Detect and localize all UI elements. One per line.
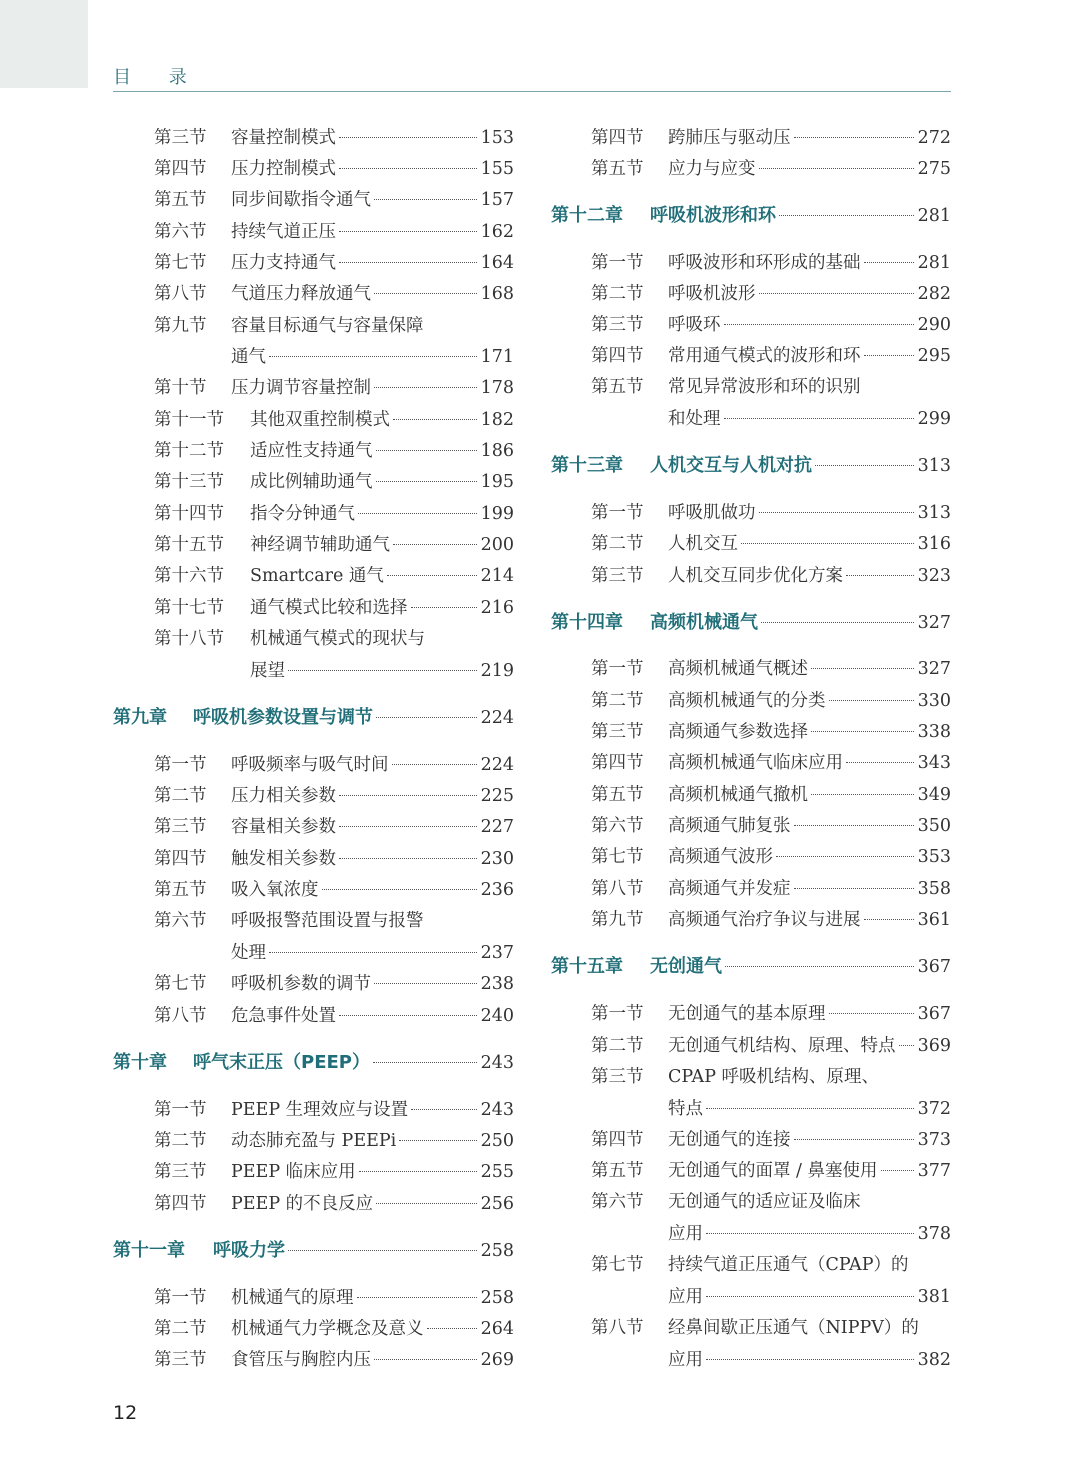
entry-title: 机械通气模式的现状与 xyxy=(250,629,425,649)
entry-page-number: 186 xyxy=(480,441,514,461)
dot-leader xyxy=(759,168,914,169)
toc-section-row[interactable] xyxy=(591,501,951,525)
entry-title: 高频通气肺复张 xyxy=(668,816,791,836)
toc-section-row[interactable] xyxy=(591,282,951,306)
entry-title: 呼气末正压（PEEP） xyxy=(193,1052,370,1073)
section-label: 第十六节 xyxy=(154,566,224,586)
entry-title: 指令分钟通气 xyxy=(250,504,355,524)
toc-section-row[interactable] xyxy=(668,1222,951,1246)
entry-title: 持续气道正压通气（CPAP）的 xyxy=(668,1255,909,1275)
entry-page-number: 350 xyxy=(917,816,951,836)
toc-section-row[interactable] xyxy=(591,689,951,713)
toc-section-row[interactable] xyxy=(591,532,951,556)
entry-title: 容量目标通气与容量保障 xyxy=(231,316,424,336)
entry-title: 呼吸机参数设置与调节 xyxy=(193,707,373,728)
section-label: 第三节 xyxy=(154,817,207,837)
toc-section-row[interactable] xyxy=(591,1065,951,1089)
entry-page-number: 343 xyxy=(917,753,951,773)
entry-title: 呼吸力学 xyxy=(213,1240,285,1261)
section-label: 第十七节 xyxy=(154,598,224,618)
entry-title: Smartcare 通气 xyxy=(250,566,384,586)
section-label: 第二节 xyxy=(154,1319,207,1339)
dot-leader xyxy=(794,137,914,138)
entry-title: 应用 xyxy=(668,1224,703,1244)
toc-section-row[interactable] xyxy=(591,657,951,681)
entry-page-number: 330 xyxy=(917,691,951,711)
dot-leader xyxy=(815,465,914,466)
toc-section-row[interactable] xyxy=(591,783,951,807)
section-label: 第五节 xyxy=(154,880,207,900)
entry-title: 应用 xyxy=(668,1350,703,1370)
section-label: 第七节 xyxy=(154,974,207,994)
entry-page-number: 153 xyxy=(480,128,514,148)
entry-page-number: 258 xyxy=(480,1288,514,1308)
dot-leader xyxy=(776,856,914,857)
section-label: 第五节 xyxy=(591,785,644,805)
section-label: 第五节 xyxy=(591,159,644,179)
entry-title: 气道压力释放通气 xyxy=(231,284,371,304)
entry-title: 高频通气参数选择 xyxy=(668,722,808,742)
entry-title: PEEP 的不良反应 xyxy=(231,1194,374,1214)
dot-leader xyxy=(724,324,914,325)
section-label: 第四节 xyxy=(591,1130,644,1150)
entry-title: 同步间歇指令通气 xyxy=(231,190,371,210)
entry-page-number: 255 xyxy=(480,1162,514,1182)
entry-page-number: 243 xyxy=(480,1053,514,1073)
chapter-label: 第十五章 xyxy=(551,956,623,977)
entry-page-number: 238 xyxy=(480,974,514,994)
entry-title: 应力与应变 xyxy=(668,159,756,179)
entry-title: 呼吸频率与吸气时间 xyxy=(231,755,389,775)
entry-title: 压力相关参数 xyxy=(231,786,336,806)
entry-title: 通气 xyxy=(231,347,266,367)
section-label: 第二节 xyxy=(591,534,644,554)
section-label: 第三节 xyxy=(154,1162,207,1182)
toc-section-row[interactable] xyxy=(668,1097,951,1121)
entry-page-number: 295 xyxy=(917,346,951,366)
entry-page-number: 214 xyxy=(480,566,514,586)
entry-title: 压力控制模式 xyxy=(231,159,336,179)
section-label: 第八节 xyxy=(154,1006,207,1026)
entry-page-number: 219 xyxy=(480,661,514,681)
section-label: 第六节 xyxy=(591,816,644,836)
entry-title: 无创通气 xyxy=(650,956,722,977)
entry-page-number: 281 xyxy=(917,206,951,226)
entry-title: 跨肺压与驱动压 xyxy=(668,128,791,148)
toc-section-row[interactable] xyxy=(591,908,951,932)
entry-page-number: 381 xyxy=(917,1287,951,1307)
entry-title: PEEP 生理效应与设置 xyxy=(231,1100,409,1120)
section-label: 第四节 xyxy=(154,159,207,179)
entry-title: 呼吸机波形和环 xyxy=(650,205,776,226)
dot-leader xyxy=(725,966,914,967)
chapter-label: 第十二章 xyxy=(551,205,623,226)
dot-leader xyxy=(761,622,914,623)
section-label: 第八节 xyxy=(154,284,207,304)
entry-page-number: 178 xyxy=(480,378,514,398)
entry-title: 应用 xyxy=(668,1287,703,1307)
toc-section-row[interactable] xyxy=(591,1159,951,1183)
entry-title: 呼吸肌做功 xyxy=(668,503,756,523)
entry-title: 危急事件处置 xyxy=(231,1006,336,1026)
dot-leader xyxy=(794,888,914,889)
dot-leader xyxy=(864,919,914,920)
section-label: 第一节 xyxy=(154,1100,207,1120)
toc-section-row[interactable] xyxy=(591,814,951,838)
entry-page-number: 282 xyxy=(917,284,951,304)
entry-title: 无创通气的面罩 / 鼻塞使用 xyxy=(668,1161,878,1181)
entry-title: 高频机械通气的分类 xyxy=(668,691,826,711)
section-label: 第三节 xyxy=(154,1350,207,1370)
entry-page-number: 281 xyxy=(917,253,951,273)
section-label: 第三节 xyxy=(591,315,644,335)
toc-section-row[interactable] xyxy=(591,375,951,399)
entry-page-number: 327 xyxy=(917,613,951,633)
toc-section-row[interactable] xyxy=(591,313,951,337)
section-label: 第二节 xyxy=(591,1036,644,1056)
dot-leader xyxy=(779,215,914,216)
entry-page-number: 258 xyxy=(480,1241,514,1261)
entry-page-number: 338 xyxy=(917,722,951,742)
toc-section-row[interactable] xyxy=(591,720,951,744)
chapter-label: 第十三章 xyxy=(551,455,623,476)
entry-page-number: 367 xyxy=(917,1004,951,1024)
section-label: 第三节 xyxy=(591,566,644,586)
section-label: 第二节 xyxy=(154,1131,207,1151)
entry-title: 常见异常波形和环的识别 xyxy=(668,377,861,397)
entry-page-number: 195 xyxy=(480,472,514,492)
toc-section-row[interactable] xyxy=(591,1190,951,1214)
section-label: 第九节 xyxy=(154,316,207,336)
toc-section-row[interactable] xyxy=(668,1348,951,1372)
dot-leader xyxy=(846,762,914,763)
entry-page-number: 316 xyxy=(917,534,951,554)
dot-leader xyxy=(846,575,914,576)
entry-page-number: 299 xyxy=(917,409,951,429)
entry-page-number: 290 xyxy=(917,315,951,335)
entry-title: 呼吸机波形 xyxy=(668,284,756,304)
entry-title: 触发相关参数 xyxy=(231,849,336,869)
entry-page-number: 373 xyxy=(917,1130,951,1150)
entry-page-number: 358 xyxy=(917,879,951,899)
entry-title: 高频机械通气 xyxy=(650,612,758,633)
page-header-title: 目 录 xyxy=(113,67,203,88)
entry-page-number: 224 xyxy=(480,708,514,728)
section-label: 第七节 xyxy=(591,1255,644,1275)
entry-title: 机械通气力学概念及意义 xyxy=(231,1319,424,1339)
toc-chapter-row[interactable] xyxy=(551,955,951,979)
entry-title: 神经调节辅助通气 xyxy=(250,535,390,555)
entry-page-number: 367 xyxy=(917,957,951,977)
entry-page-number: 240 xyxy=(480,1006,514,1026)
toc-section-row[interactable] xyxy=(668,407,951,431)
dot-leader xyxy=(794,825,914,826)
section-label: 第九节 xyxy=(591,910,644,930)
section-label: 第四节 xyxy=(591,753,644,773)
entry-page-number: 216 xyxy=(480,598,514,618)
dot-leader xyxy=(706,1359,914,1360)
section-label: 第七节 xyxy=(591,847,644,867)
dot-leader xyxy=(794,1139,914,1140)
entry-title: 高频机械通气概述 xyxy=(668,659,808,679)
dot-leader xyxy=(829,700,914,701)
entry-title: PEEP 临床应用 xyxy=(231,1162,356,1182)
entry-title: 成比例辅助通气 xyxy=(250,472,373,492)
entry-page-number: 264 xyxy=(480,1319,514,1339)
entry-title: 处理 xyxy=(231,943,266,963)
entry-page-number: 372 xyxy=(917,1099,951,1119)
toc-chapter-row[interactable] xyxy=(551,611,951,635)
entry-title: 机械通气的原理 xyxy=(231,1288,354,1308)
section-label: 第十八节 xyxy=(154,629,224,649)
entry-page-number: 353 xyxy=(917,847,951,867)
entry-page-number: 224 xyxy=(480,755,514,775)
entry-page-number: 227 xyxy=(480,817,514,837)
entry-title: 动态肺充盈与 PEEPi xyxy=(231,1131,397,1151)
entry-title: 持续气道正压 xyxy=(231,222,336,242)
toc-section-row[interactable] xyxy=(591,877,951,901)
section-label: 第十三节 xyxy=(154,472,224,492)
toc-section-row[interactable] xyxy=(591,1316,951,1340)
entry-page-number: 162 xyxy=(480,222,514,242)
toc-section-row[interactable] xyxy=(591,251,951,275)
entry-title: 高频机械通气撤机 xyxy=(668,785,808,805)
section-label: 第八节 xyxy=(591,879,644,899)
entry-title: 展望 xyxy=(250,661,285,681)
toc-chapter-row[interactable] xyxy=(551,454,951,478)
entry-page-number: 313 xyxy=(917,503,951,523)
section-label: 第二节 xyxy=(591,691,644,711)
entry-page-number: 272 xyxy=(917,128,951,148)
entry-title: 和处理 xyxy=(668,409,721,429)
entry-title: 呼吸波形和环形成的基础 xyxy=(668,253,861,273)
section-label: 第十节 xyxy=(154,378,207,398)
entry-page-number: 182 xyxy=(480,410,514,430)
entry-title: 特点 xyxy=(668,1099,703,1119)
entry-page-number: 369 xyxy=(917,1036,951,1056)
dot-leader xyxy=(811,668,914,669)
section-label: 第六节 xyxy=(154,222,207,242)
entry-title: 无创通气的适应证及临床 xyxy=(668,1192,861,1212)
entry-title: 人机交互与人机对抗 xyxy=(650,455,812,476)
section-label: 第一节 xyxy=(591,659,644,679)
dot-leader xyxy=(899,1045,914,1046)
section-label: 第三节 xyxy=(591,722,644,742)
section-label: 第五节 xyxy=(154,190,207,210)
entry-page-number: 157 xyxy=(480,190,514,210)
section-label: 第一节 xyxy=(154,1288,207,1308)
dot-leader xyxy=(881,1170,914,1171)
entry-title: 吸入氧浓度 xyxy=(231,880,319,900)
entry-page-number: 361 xyxy=(917,910,951,930)
section-label: 第四节 xyxy=(154,849,207,869)
section-label: 第一节 xyxy=(591,503,644,523)
section-label: 第四节 xyxy=(591,128,644,148)
dot-leader xyxy=(706,1108,914,1109)
toc-section-row[interactable] xyxy=(591,1002,951,1026)
entry-title: 高频通气治疗争议与进展 xyxy=(668,910,861,930)
chapter-label: 第十四章 xyxy=(551,612,623,633)
section-label: 第一节 xyxy=(154,755,207,775)
entry-title: 无创通气的连接 xyxy=(668,1130,791,1150)
toc-section-row[interactable] xyxy=(591,344,951,368)
entry-page-number: 378 xyxy=(917,1224,951,1244)
dot-leader xyxy=(864,355,914,356)
entry-title: 通气模式比较和选择 xyxy=(250,598,408,618)
entry-title: 高频通气波形 xyxy=(668,847,773,867)
section-label: 第二节 xyxy=(154,786,207,806)
section-label: 第八节 xyxy=(591,1318,644,1338)
entry-page-number: 155 xyxy=(480,159,514,179)
section-label: 第五节 xyxy=(591,1161,644,1181)
toc-section-row[interactable] xyxy=(591,1253,951,1277)
entry-title: 高频通气并发症 xyxy=(668,879,791,899)
entry-title: 经鼻间歇正压通气（NIPPV）的 xyxy=(668,1318,919,1338)
section-label: 第六节 xyxy=(154,911,207,931)
entry-title: 常用通气模式的波形和环 xyxy=(668,346,861,366)
toc-section-row[interactable] xyxy=(591,845,951,869)
entry-page-number: 168 xyxy=(480,284,514,304)
entry-title: 呼吸环 xyxy=(668,315,721,335)
entry-title: 压力支持通气 xyxy=(231,253,336,273)
section-label: 第二节 xyxy=(591,284,644,304)
dot-leader xyxy=(724,418,914,419)
dot-leader xyxy=(706,1296,914,1297)
entry-page-number: 250 xyxy=(480,1131,514,1151)
entry-page-number: 275 xyxy=(917,159,951,179)
section-label: 第十一节 xyxy=(154,410,224,430)
section-label: 第六节 xyxy=(591,1192,644,1212)
entry-title: CPAP 呼吸机结构、原理、 xyxy=(668,1067,880,1087)
toc-section-row[interactable] xyxy=(591,1034,951,1058)
dot-leader xyxy=(759,293,914,294)
section-label: 第四节 xyxy=(154,1194,207,1214)
toc-section-row[interactable] xyxy=(591,157,951,181)
section-label: 第十二节 xyxy=(154,441,224,461)
dot-leader xyxy=(864,262,914,263)
chapter-label: 第十章 xyxy=(113,1052,167,1073)
chapter-label: 第十一章 xyxy=(113,1240,185,1261)
chapter-label: 第九章 xyxy=(113,707,167,728)
toc-chapter-row[interactable] xyxy=(551,204,951,228)
toc-section-row[interactable] xyxy=(591,564,951,588)
entry-title: 无创通气机结构、原理、特点 xyxy=(668,1036,896,1056)
entry-page-number: 256 xyxy=(480,1194,514,1214)
entry-title: 呼吸报警范围设置与报警 xyxy=(231,911,424,931)
entry-page-number: 164 xyxy=(480,253,514,273)
toc-section-row[interactable] xyxy=(591,751,951,775)
section-label: 第四节 xyxy=(591,346,644,366)
section-label: 第十四节 xyxy=(154,504,224,524)
entry-title: 压力调节容量控制 xyxy=(231,378,371,398)
entry-title: 其他双重控制模式 xyxy=(250,410,390,430)
dot-leader xyxy=(829,1013,914,1014)
dot-leader xyxy=(706,1233,914,1234)
section-label: 第五节 xyxy=(591,377,644,397)
toc-section-row[interactable] xyxy=(591,1128,951,1152)
section-label: 第一节 xyxy=(591,253,644,273)
entry-title: 人机交互 xyxy=(668,534,738,554)
entry-page-number: 327 xyxy=(917,659,951,679)
entry-title: 食管压与胸腔内压 xyxy=(231,1350,371,1370)
entry-title: 无创通气的基本原理 xyxy=(668,1004,826,1024)
dot-leader xyxy=(741,543,914,544)
entry-title: 适应性支持通气 xyxy=(250,441,373,461)
entry-title: 高频机械通气临床应用 xyxy=(668,753,843,773)
entry-page-number: 377 xyxy=(917,1161,951,1181)
entry-title: 容量相关参数 xyxy=(231,817,336,837)
entry-title: 呼吸机参数的调节 xyxy=(231,974,371,994)
toc-section-row[interactable] xyxy=(668,1285,951,1309)
entry-page-number: 236 xyxy=(480,880,514,900)
dot-leader xyxy=(811,731,914,732)
entry-page-number: 269 xyxy=(480,1350,514,1370)
entry-page-number: 237 xyxy=(480,943,514,963)
entry-page-number: 225 xyxy=(480,786,514,806)
entry-page-number: 349 xyxy=(917,785,951,805)
entry-title: 人机交互同步优化方案 xyxy=(668,566,843,586)
section-label: 第一节 xyxy=(591,1004,644,1024)
entry-page-number: 243 xyxy=(480,1100,514,1120)
entry-page-number: 323 xyxy=(917,566,951,586)
entry-page-number: 200 xyxy=(480,535,514,555)
section-label: 第七节 xyxy=(154,253,207,273)
entry-page-number: 199 xyxy=(480,504,514,524)
dot-leader xyxy=(759,512,914,513)
section-label: 第三节 xyxy=(591,1067,644,1087)
entry-page-number: 313 xyxy=(917,456,951,476)
entry-page-number: 230 xyxy=(480,849,514,869)
toc-section-row[interactable] xyxy=(591,126,951,150)
entry-title: 容量控制模式 xyxy=(231,128,336,148)
section-label: 第十五节 xyxy=(154,535,224,555)
entry-page-number: 171 xyxy=(480,347,514,367)
page-number: 12 xyxy=(113,1402,138,1424)
section-label: 第三节 xyxy=(154,128,207,148)
entry-page-number: 382 xyxy=(917,1350,951,1370)
dot-leader xyxy=(811,794,914,795)
